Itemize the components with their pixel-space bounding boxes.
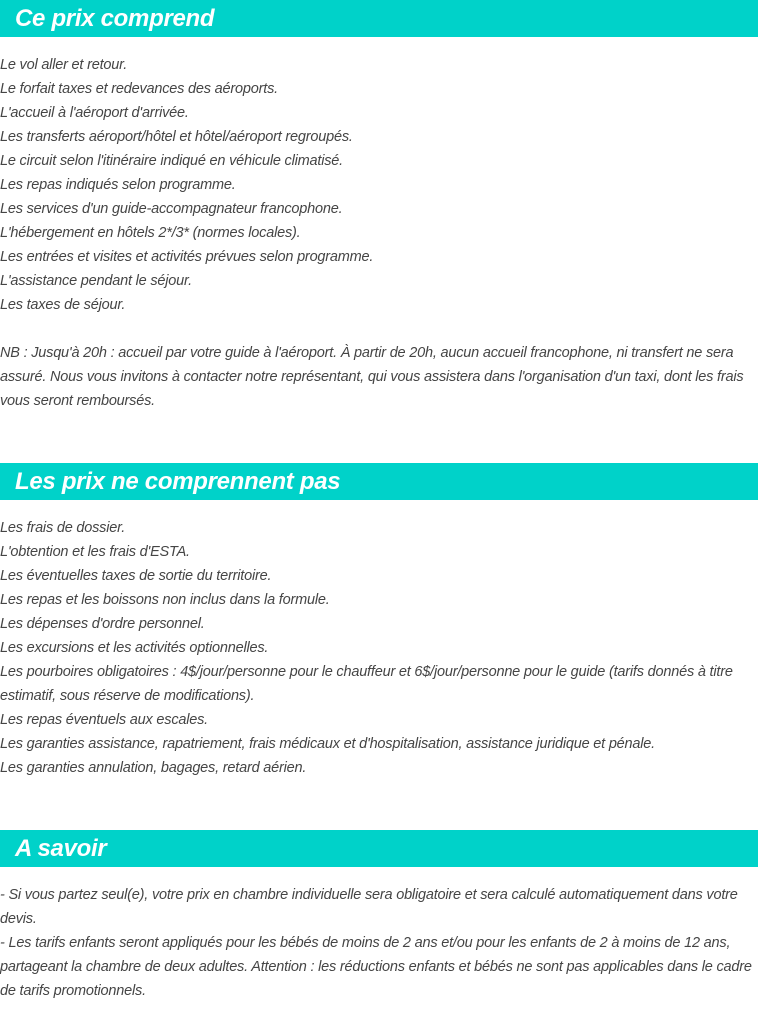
list-item: - Les tarifs enfants seront appliqués pour les bébés de moins de 2 ans et/ou pour les enfants de 2 à moins de 12 ans, partageant la chambre de deux adultes. Attention : les réductions enfants et bébés ne sont pas applicables dans le cadre de tarifs promotionnels. bbox=[0, 935, 752, 999]
airport-note: NB : Jusqu'à 20h : accueil par votre guide à l'aéroport. À partir de 20h, aucun accueil francophone, ni transfert ne sera assuré. Nous vous invitons à contacter notre représentant, qui vous assistera dans l'organisation d'un taxi, dont les frais vous seront remboursés. bbox=[0, 345, 744, 409]
section-included bbox=[0, 0, 758, 413]
section-title: A savoir bbox=[0, 830, 758, 867]
list-item: Les éventuelles taxes de sortie du territoire. bbox=[0, 568, 272, 584]
list-item: L'obtention et les frais d'ESTA. bbox=[0, 544, 190, 560]
section-not-included bbox=[0, 463, 758, 780]
list-item: Les repas éventuels aux escales. bbox=[0, 712, 209, 728]
list-item: Les garanties assistance, rapatriement, frais médicaux et d'hospitalisation, assistance juridique et pénale. bbox=[0, 736, 655, 752]
section-good-to-know bbox=[0, 830, 758, 1003]
section-body bbox=[0, 500, 758, 780]
list-item: Le vol aller et retour. bbox=[0, 57, 128, 73]
list-item: Le circuit selon l'itinéraire indiqué en véhicule climatisé. bbox=[0, 153, 343, 169]
section-title: Ce prix comprend bbox=[0, 0, 758, 37]
list-item: Les repas indiqués selon programme. bbox=[0, 177, 236, 193]
list-item: L'hébergement en hôtels 2*/3* (normes locales). bbox=[0, 225, 301, 241]
list-item: Les services d'un guide-accompagnateur francophone. bbox=[0, 201, 343, 217]
section-title: Les prix ne comprennent pas bbox=[0, 463, 758, 500]
list-item: Les taxes de séjour. bbox=[0, 297, 126, 313]
list-item: Le forfait taxes et redevances des aéroports. bbox=[0, 81, 278, 97]
spacer bbox=[0, 317, 758, 341]
section-body bbox=[0, 867, 758, 1003]
list-item: - Si vous partez seul(e), votre prix en chambre individuelle sera obligatoire et sera calculé automatiquement dans votre devis. bbox=[0, 887, 738, 927]
list-item: Les entrées et visites et activités prévues selon programme. bbox=[0, 249, 374, 265]
list-item: Les transferts aéroport/hôtel et hôtel/aéroport regroupés. bbox=[0, 129, 353, 145]
list-item: L'accueil à l'aéroport d'arrivée. bbox=[0, 105, 189, 121]
section-body bbox=[0, 37, 758, 413]
list-item: Les dépenses d'ordre personnel. bbox=[0, 616, 205, 632]
list-item: Les pourboires obligatoires : 4$/jour/personne pour le chauffeur et 6$/jour/personne pour le guide (tarifs donnés à titre estimatif, sous réserve de modifications). bbox=[0, 664, 733, 704]
list-item: Les repas et les boissons non inclus dans la formule. bbox=[0, 592, 330, 608]
list-item: L'assistance pendant le séjour. bbox=[0, 273, 192, 289]
list-item: Les frais de dossier. bbox=[0, 520, 126, 536]
list-item: Les garanties annulation, bagages, retard aérien. bbox=[0, 760, 307, 776]
list-item: Les excursions et les activités optionnelles. bbox=[0, 640, 269, 656]
